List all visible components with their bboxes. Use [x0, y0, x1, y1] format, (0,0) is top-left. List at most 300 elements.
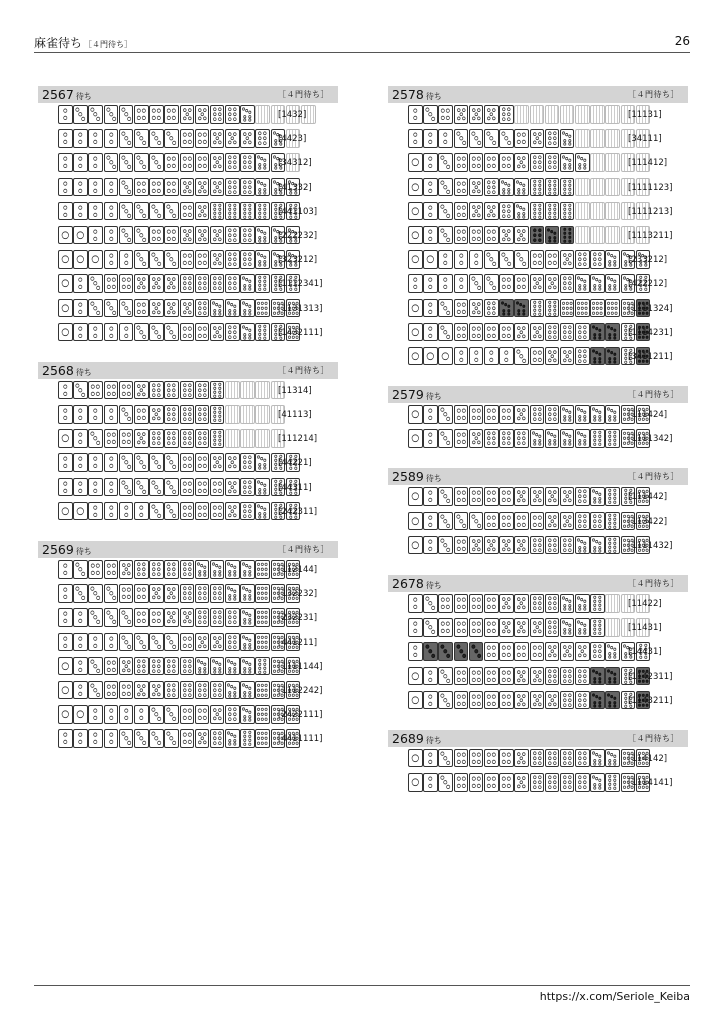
pin-dots-icon — [485, 275, 498, 292]
pin-dot — [152, 708, 155, 711]
pin-dot — [522, 654, 525, 657]
pin-dot — [584, 624, 586, 626]
pin-dot — [246, 661, 248, 663]
pin-dot — [155, 461, 158, 464]
pin-dot — [183, 597, 186, 600]
pin-dot — [487, 523, 490, 526]
pin-dot — [609, 522, 611, 524]
pin-dots-icon — [196, 454, 209, 471]
pin-dot — [183, 592, 186, 595]
empty-tile-slot — [530, 105, 545, 124]
pin-dots-icon — [485, 488, 498, 505]
pin-dot — [477, 433, 480, 436]
pin-dot — [518, 326, 521, 329]
pin-dots-icon — [455, 406, 468, 423]
pin-dot — [564, 167, 566, 169]
pin-dot — [153, 394, 156, 397]
pin-dot — [153, 432, 156, 435]
pin-tile-5 — [530, 323, 545, 342]
pin-dot — [568, 351, 571, 354]
section-machi-label: 待ち — [75, 547, 92, 556]
pin-tile-4 — [180, 502, 195, 521]
pin-dot — [520, 781, 523, 784]
pin-tile-3 — [438, 323, 453, 342]
pin-tile-5 — [484, 536, 499, 555]
pin-tile-4 — [499, 153, 514, 172]
pin-tile-4 — [499, 667, 514, 686]
pin-tile-6 — [575, 487, 590, 506]
pin-dot — [219, 387, 221, 389]
hand-code: [441211] — [278, 637, 318, 648]
pin-dot — [487, 753, 490, 756]
pin-dots-icon — [455, 668, 468, 685]
pin-dot — [599, 361, 601, 363]
pin-dot — [244, 595, 246, 597]
pin-dots-icon — [89, 430, 102, 447]
pin-dot — [137, 563, 140, 566]
pin-tile-3 — [119, 178, 134, 197]
pin-dot — [249, 743, 251, 745]
pin-dot — [274, 284, 276, 286]
tile-hand — [408, 129, 651, 148]
pin-tile-6 — [225, 105, 240, 124]
pin-dots-icon — [409, 300, 422, 317]
pin-dots-icon — [196, 682, 209, 699]
pin-dot — [492, 670, 495, 673]
pin-dot — [213, 489, 216, 492]
pin-dots-icon — [196, 658, 209, 675]
pin-dot — [203, 238, 206, 241]
pin-dot — [170, 306, 173, 309]
pin-dots-icon — [89, 179, 102, 196]
pin-dot — [518, 606, 521, 609]
pin-dot — [548, 413, 551, 416]
pin-dot — [244, 312, 246, 314]
pin-dot — [584, 411, 586, 413]
pin-dot — [462, 141, 465, 144]
pin-dot — [213, 732, 216, 735]
section-header — [388, 86, 688, 103]
pin-dot — [273, 592, 275, 594]
pin-dot — [462, 695, 465, 698]
pin-dot — [548, 544, 551, 547]
pin-dot — [173, 302, 176, 305]
pin-dot — [273, 616, 275, 618]
pin-dot — [462, 416, 465, 419]
pin-dot — [457, 547, 460, 550]
pin-dot — [609, 416, 611, 418]
pin-dot — [228, 234, 231, 237]
pin-dot — [97, 596, 100, 599]
pin-tile-1 — [408, 429, 423, 448]
pin-dot — [444, 209, 447, 212]
pin-dot — [185, 306, 188, 309]
pin-dots-icon — [591, 668, 604, 685]
pin-tile-2 — [104, 633, 119, 652]
pin-dot — [522, 285, 525, 288]
pin-dot — [140, 513, 143, 516]
pin-dot — [578, 694, 581, 697]
pin-dot — [249, 329, 251, 331]
pin-tile-6 — [225, 153, 240, 172]
pin-dot — [487, 760, 490, 763]
pin-tile-7 — [590, 749, 605, 768]
pin-dot — [487, 190, 490, 193]
pin-dot — [578, 752, 581, 755]
pin-dot — [244, 161, 247, 164]
pin-dots-icon — [120, 324, 133, 341]
hand-code: [41113] — [278, 410, 312, 421]
pin-dots-icon — [561, 348, 574, 365]
hand-code: [114142] — [628, 753, 668, 764]
pin-dot — [203, 109, 206, 112]
pin-dot — [94, 592, 97, 595]
pin-dot — [579, 164, 581, 166]
pin-dots-icon — [515, 275, 528, 292]
pin-tile-3 — [88, 299, 103, 318]
pin-dot — [244, 204, 246, 206]
pin-tile-2 — [88, 633, 103, 652]
pin-dots-icon — [226, 609, 239, 626]
pin-dot — [152, 181, 155, 184]
pin-dot — [414, 605, 417, 608]
pin-dots-icon — [485, 251, 498, 268]
pin-dots-icon — [165, 730, 178, 747]
pin-tile-6 — [225, 633, 240, 652]
pin-dot — [112, 433, 115, 436]
pin-tile-5 — [149, 299, 164, 318]
pin-dot — [568, 549, 571, 552]
pin-dot — [447, 109, 450, 112]
pin-dot — [538, 166, 541, 169]
pin-dot — [198, 205, 201, 208]
pin-dot — [581, 158, 583, 160]
pin-dot — [249, 312, 251, 314]
pin-dot — [523, 598, 526, 601]
pin-tile-2 — [88, 405, 103, 424]
pin-dot — [507, 409, 510, 412]
pin-dot — [216, 258, 219, 261]
pin-dot — [183, 740, 186, 743]
pin-dot — [233, 253, 236, 256]
empty-tile-slot — [590, 226, 605, 245]
pin-dot — [219, 667, 221, 669]
pin-dot — [203, 301, 206, 304]
pin-dot — [444, 330, 447, 333]
pin-tile-4 — [149, 105, 164, 124]
pin-dot — [233, 713, 236, 716]
pin-dot — [553, 184, 555, 186]
pin-dot — [265, 592, 267, 594]
pin-dot — [563, 544, 566, 547]
pin-dot — [64, 644, 67, 647]
pin-tile-6 — [210, 105, 225, 124]
pin-dot — [183, 261, 186, 264]
pin-dot — [563, 254, 566, 257]
pin-dot — [228, 621, 231, 624]
pin-dot — [188, 413, 191, 416]
pin-dots-icon — [120, 251, 133, 268]
pin-dot — [183, 277, 186, 280]
pin-dot — [614, 494, 616, 496]
pin-dot — [153, 665, 156, 668]
pin-dot — [203, 389, 206, 392]
pin-dot — [547, 432, 549, 434]
pin-tile-4 — [484, 642, 499, 661]
pin-dot — [472, 189, 475, 192]
pin-dot — [502, 654, 505, 657]
pin-dot — [578, 258, 581, 261]
pin-dot — [259, 212, 261, 214]
pin-dot — [124, 185, 127, 188]
pin-dot — [62, 232, 69, 239]
pin-dot — [152, 230, 155, 233]
empty-tile-slot — [255, 429, 270, 448]
pin-dot — [609, 443, 611, 445]
pin-dot — [64, 109, 67, 112]
pin-dot — [64, 612, 67, 615]
pin-dots-icon — [165, 300, 178, 317]
pin-dot — [218, 597, 221, 600]
pin-dot — [523, 191, 525, 193]
pin-dot — [183, 287, 186, 290]
pin-dot — [106, 611, 109, 614]
pin-dot — [140, 389, 143, 392]
pin-dot — [213, 157, 216, 160]
pin-tile-6 — [240, 178, 255, 197]
pin-dot — [614, 677, 616, 679]
pin-dot — [475, 544, 478, 547]
pin-dot — [228, 481, 231, 484]
pin-dot — [505, 351, 508, 354]
pin-dot — [213, 644, 216, 647]
pin-dot — [492, 157, 495, 160]
pin-dots-icon — [89, 585, 102, 602]
pin-tile-3 — [119, 405, 134, 424]
pin-tile-5 — [119, 560, 134, 579]
pin-dot — [140, 640, 143, 643]
pin-dots-icon — [591, 692, 604, 709]
pin-dot — [173, 389, 176, 392]
pin-tile-7 — [195, 657, 210, 676]
pin-dot — [503, 230, 506, 233]
highlighted-pin-tile-7 — [605, 347, 620, 366]
pin-dot — [124, 327, 127, 330]
pin-dot — [273, 646, 275, 648]
pin-dots-icon — [196, 106, 209, 123]
pin-tile-2 — [119, 250, 134, 269]
pin-dot — [566, 258, 569, 261]
pin-tile-2 — [104, 502, 119, 521]
hand-code: [111442] — [628, 492, 668, 503]
pin-tile-2 — [88, 478, 103, 497]
hand-row — [38, 727, 338, 751]
hand-row — [38, 500, 338, 524]
tile-hand — [58, 153, 301, 172]
pin-dot — [183, 327, 186, 330]
pin-dot — [249, 622, 251, 624]
pin-dot — [457, 670, 460, 673]
pin-dot — [593, 776, 595, 778]
footer-url[interactable]: https://x.com/Seriole_Keiba — [539, 990, 690, 1003]
pin-dot — [447, 679, 450, 682]
pin-dot — [183, 394, 186, 397]
pin-dot — [457, 629, 460, 632]
pin-dot — [265, 684, 267, 686]
pin-dot — [487, 306, 490, 309]
pin-tile-2 — [104, 250, 119, 269]
pin-dot — [533, 180, 535, 182]
pin-dot — [214, 439, 216, 441]
pin-dot — [262, 684, 264, 686]
pin-dot — [548, 515, 551, 518]
pin-dots-icon — [226, 730, 239, 747]
pin-tile-4 — [454, 487, 469, 506]
pin-dots-icon — [59, 179, 72, 196]
pin-tile-3 — [484, 250, 499, 269]
pin-dot — [548, 301, 550, 303]
pin-dots-icon — [576, 537, 589, 554]
pin-dot — [258, 505, 260, 507]
pin-dot — [246, 303, 248, 305]
pin-dot — [173, 645, 176, 648]
pin-dot — [62, 329, 69, 336]
pin-dot — [623, 432, 625, 434]
pin-dot — [568, 694, 571, 697]
pin-dot — [244, 190, 247, 193]
pin-dot — [600, 302, 602, 304]
pin-dot — [249, 166, 252, 169]
pin-dot — [523, 230, 526, 233]
pin-dot — [112, 385, 115, 388]
pin-dot — [599, 701, 601, 703]
pin-dots-icon — [165, 682, 178, 699]
hand-code: [441103] — [278, 206, 318, 217]
pin-dots-icon — [470, 619, 483, 636]
pin-dot — [213, 621, 216, 624]
pin-dot — [441, 539, 444, 542]
pin-dot — [231, 661, 233, 663]
pin-dot — [594, 357, 596, 359]
pin-dot — [127, 692, 130, 695]
pin-dot — [412, 256, 419, 263]
pin-dot — [474, 254, 477, 257]
pin-dot — [203, 566, 205, 568]
pin-dot — [523, 753, 526, 756]
pin-dots-icon — [120, 730, 133, 747]
pin-dot — [229, 743, 231, 745]
pin-dot — [152, 635, 155, 638]
pin-dot — [502, 334, 505, 337]
pin-dot — [173, 432, 176, 435]
pin-dot — [503, 113, 506, 116]
pin-dot — [599, 411, 601, 413]
pin-dot — [152, 612, 155, 615]
pin-dot — [614, 783, 616, 785]
pin-dots-icon — [531, 130, 544, 147]
pin-dot — [262, 742, 264, 744]
pin-dot — [218, 684, 221, 687]
pin-dot — [538, 326, 541, 329]
pin-tile-4 — [484, 667, 499, 686]
pin-dot — [492, 442, 495, 445]
pin-dot — [477, 777, 480, 780]
hand-row — [388, 200, 688, 224]
pin-dot — [457, 230, 460, 233]
pin-dots-icon — [181, 634, 194, 651]
pin-dot — [264, 337, 266, 339]
pin-dot — [188, 310, 191, 313]
highlighted-pin-tile-7 — [605, 667, 620, 686]
pin-dot — [568, 330, 571, 333]
pin-dot — [231, 485, 234, 488]
pin-tile-1 — [423, 250, 438, 269]
pin-dots-icon — [576, 324, 589, 341]
pin-tile-6 — [575, 347, 590, 366]
pin-dot — [477, 189, 480, 192]
pin-dots-icon — [59, 682, 72, 699]
pin-dot — [507, 327, 510, 330]
pin-dot — [188, 733, 191, 736]
pin-dots-icon — [150, 382, 163, 399]
pin-tile-5 — [499, 536, 514, 555]
pin-dot — [234, 571, 236, 573]
pin-dot — [79, 740, 82, 743]
pin-dot — [553, 232, 555, 234]
pin-dots-icon — [150, 634, 163, 651]
pin-dots-icon — [424, 227, 437, 244]
pin-dot — [520, 303, 522, 305]
pin-dot — [447, 238, 450, 241]
pin-dot — [228, 108, 231, 111]
pin-dot — [198, 189, 201, 192]
pin-dot — [596, 327, 598, 329]
hand-row — [388, 640, 688, 664]
empty-tile-slot — [545, 105, 560, 124]
pin-dot — [218, 262, 221, 265]
pin-dot — [243, 635, 245, 637]
pin-dot — [441, 156, 444, 159]
tile-hand — [408, 691, 651, 710]
tile-hand — [58, 584, 301, 603]
section-machi-label: 待ち — [425, 392, 442, 402]
pin-dot — [274, 492, 276, 494]
pin-dot — [200, 564, 202, 566]
highlighted-pin-tile-7 — [514, 299, 529, 318]
pin-dots-icon — [150, 406, 163, 423]
pin-dots-icon — [59, 730, 72, 747]
pin-dot — [623, 520, 625, 522]
pin-dots-icon — [120, 106, 133, 123]
pin-dot — [214, 395, 216, 397]
pin-dot — [568, 282, 571, 285]
pin-dots-icon — [196, 130, 209, 147]
pin-tile-5 — [180, 105, 195, 124]
pin-dot — [244, 229, 247, 232]
pin-dot — [593, 752, 595, 754]
pin-dots-icon — [150, 324, 163, 341]
pin-dot — [264, 491, 266, 493]
pin-dots-icon — [226, 682, 239, 699]
pin-dot — [79, 334, 82, 337]
pin-dot — [492, 432, 495, 435]
pin-dot — [249, 288, 251, 290]
pin-dot — [472, 670, 475, 673]
pin-dot — [568, 287, 571, 290]
pin-dot — [262, 568, 264, 570]
pin-dot — [249, 566, 251, 568]
pin-dot — [623, 418, 625, 420]
